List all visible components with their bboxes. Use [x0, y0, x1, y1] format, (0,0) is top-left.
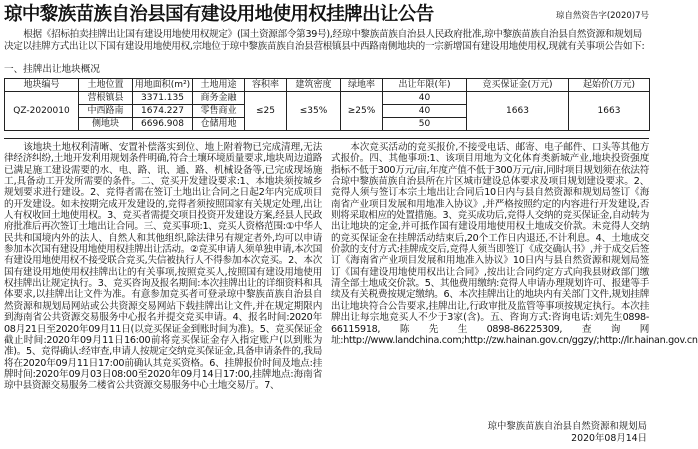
- signature-block: [488, 421, 647, 444]
- right-column: [331, 142, 698, 410]
- table-header-row: [5, 79, 650, 92]
- table-row: [5, 92, 650, 105]
- column-header: 出让年限(年): [383, 79, 467, 92]
- intro-text: 根据《招标拍卖挂牌出让国有建设用地使用权规定》(国土资源部令第39号),经琼中黎族苗族自治县人民政府批准,琼中黎族苗族自治县自然资源和规划局决定以挂牌方式出让以下国有建设用地使用权,宗地位于琼中黎族苗族自治县营根镇县中西路南侧地块的一宗新增国有建设用地使用权,现就有关事项公告如下:: [4, 29, 645, 52]
- page-title: 琼中黎族苗族自治县国有建设用地使用权挂牌出让公告: [4, 4, 434, 25]
- right-column-text: 本次竞买活动的竞买报价,不接受电话、邮寄、电子邮件、口头等其他方式报价。四、其他事项:1、该项目用地为文化体育类新城产业,地块投资强度指标不低于300万元/亩,年度产值不低于300万元/亩,同时项目规划须在依法符合琼中黎族苗族自治县所在片区城市建设总体要求及项目规划建设要求。2、竞得人须与签订本宗土地出让合同后10日内与县自然资源和规划局签订《海南省产业项目发展和用地准入协议》,并严格按照约定的内容进行开发建设,否则将采取相应的处置措施。3、竞买成功后,竞得人交纳的竞买保证金,自动转为出让地块的定金,并可抵作国有建设用地使用权土地成交价款。未竞得人交纳的竞买保证金在挂牌活动结束后,20个工作日内退还,不计利息。4、土地成交价款的支付方式:挂牌成交后,竞得人须当即签订《成交确认书》,并于成交后签订《海南省产业项目发展和用地准入协议》10日内与县自然资源和规划局签订《国有建设用地使用权出让合同》,按出让合同约定方式向我县财政部门缴清全部土地成交价款。5、其他费用缴纳:竞得人申请办理规划许可、报建等手续及有关税费按规定缴纳。6、本次挂牌出让的地块内有关部门文件,规划挂牌出让地块符合公告要求,挂牌出让,行政审批及监管等事项按规定执行。本次挂牌出让每宗地竞买人不少于3家(含)。五、咨询方式:咨询电话:刘先生0898-66115918,陈先生0898-86225309,查询网址:http://www.landchina.com;http://zw.hainan.gov.cn/ggzy/;http://lr.hainan.gov.cn: [331, 142, 698, 346]
- parcel-table: [4, 78, 650, 131]
- left-column-text: 该地块土地权利清晰、安置补偿落实到位、地上附着物已完成清理,无法律经济纠纷,土地开发利用规划条件明确,符合土壤环境质量要求,地块周边道路已满足施工建设需要的水、电、路、讯、通、路、机械设备等,已完成现场施工,具备动工开发所需要的条件。二、竞买开发建设要求:1、本地块须按城乡规划要求进行建设。2、竞得者需在签订土地出让合同之日起2年内完成项目的开发建设。如未按期完成开发建设的,竞得者须按照国家有关规定处理,出让人有权收回土地使用权。3、竞买者需提交项目投资开发建设方案,经县人民政府批准后再次签订土地出让合同。三、竞买事项:1、竞买人资格范围:①中华人民共和国境内外的法人、自然人和其他组织,除法律另有规定者外,均可以申请参加本次国有建设用地使用权挂牌出让活动。②竞买申请人须单独申请,本次国有建设用地使用权不接受联合竞买,失信被执行人不得参加本次竞买。2、本次国有建设用地使用权挂牌出让的有关事项,按照竞买人,按照国有建设用地使用权挂牌出让规定执行。3、竞买咨询及报名期间:本次挂牌出让的详细资料和具体要求,以挂牌出让文件为准。有意参加竞买者可登录琼中黎族苗族自治县自然资源和规划局网站或公共资源交易网站下载挂牌出让文件,并在规定期限内到海南省公共资源交易服务中心报名并提交竞买申请。4、报名时间:2020年08月21日至2020年09月11日(以竞买保证金到账时间为准)。5、竞买保证金截止时间:2020年09月11日16:00前将竞买保证金存入指定账户(以到账为准)。5、竞得确认:经审查,申请人按规定交纳竞买保证金,具备申请条件的,我局将在2020年09月11日17:00前确认其竞买资格。6、挂牌报价时间及地点:挂牌时间:2020年09月03日08:00至2020年09月14日17:00,挂牌地点:海南省琼中县资源交易服务二楼省公共资源交易服务中心土地交易厅。7、: [4, 142, 322, 392]
- use-cell: 仓储用地: [193, 118, 245, 131]
- column-header: 土地用途: [193, 79, 245, 92]
- column-header: 起始价(万元): [569, 79, 650, 92]
- years-cell: 50: [383, 118, 467, 131]
- section-heading: 一、挂牌出让地块概况: [4, 64, 100, 75]
- location-cell: 营根镇县: [79, 92, 133, 105]
- intro-paragraph: [4, 29, 648, 52]
- density-cell: ≤35%: [287, 92, 341, 131]
- column-header: 建筑密度: [287, 79, 341, 92]
- issue-date: 2020年08月14日: [571, 432, 647, 444]
- deposit-cell: 1663: [467, 92, 569, 131]
- column-header: 容积率: [245, 79, 287, 92]
- column-header: 土地位置: [79, 79, 133, 92]
- far-cell: ≤25: [245, 92, 287, 131]
- column-header: 绿地率: [341, 79, 383, 92]
- column-header: 地块编号: [5, 79, 79, 92]
- document-number: 琼自然资告字(2020)7号: [555, 11, 649, 21]
- area-cell: 3371.135: [133, 92, 193, 105]
- parcel-number: QZ-2020010: [5, 92, 79, 131]
- issuer-org: 琼中黎族苗族自治县自然资源和规划局: [487, 421, 647, 432]
- column-header: 竞买保证金(万元): [467, 79, 569, 92]
- years-cell: 40: [383, 105, 467, 118]
- area-cell: 6696.908: [133, 118, 193, 131]
- title-row: [4, 3, 649, 27]
- divider: [4, 138, 649, 139]
- use-cell: 零售商业: [193, 105, 245, 118]
- column-header: 用地面积(m²): [133, 79, 193, 92]
- start-price-cell: 1663: [569, 92, 650, 131]
- years-cell: 40: [383, 92, 467, 105]
- use-cell: 商务金融: [193, 92, 245, 105]
- location-cell: 中西路南: [79, 105, 133, 118]
- left-column: [4, 142, 322, 447]
- location-cell: 侧地块: [79, 118, 133, 131]
- green-ratio-cell: ≥25%: [341, 92, 383, 131]
- area-cell: 1674.227: [133, 105, 193, 118]
